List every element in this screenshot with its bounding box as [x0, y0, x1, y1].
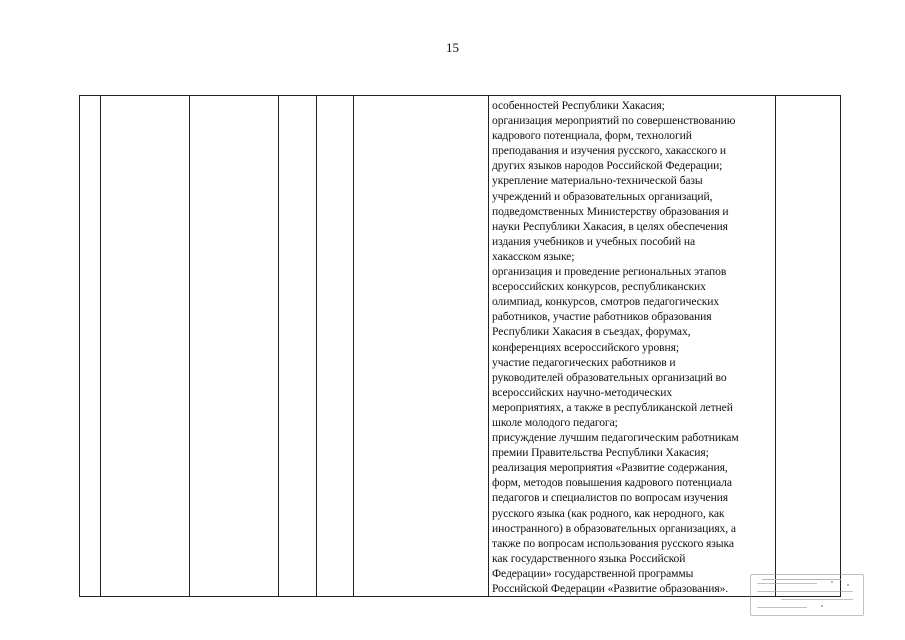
table-cell-executor	[190, 96, 279, 597]
content-line: особенностей Республики Хакасия;	[492, 99, 665, 112]
content-line: других языков народов Российской Федерации;	[492, 159, 723, 173]
content-line: руководителей образовательных организаций во	[492, 370, 727, 384]
table-cell-start-year	[279, 96, 317, 597]
measures-description	[489, 96, 775, 596]
page-number: 15	[446, 40, 459, 55]
content-line: укрепление материально-технической базы	[492, 174, 703, 188]
content-line: реализация мероприятия «Развитие содержания,	[492, 461, 728, 475]
table-row	[80, 96, 841, 597]
content-line: русского языка (как родного, как неродного, как	[492, 506, 725, 520]
content-line: также по вопросам использования русского языка	[492, 536, 734, 550]
content-line: иностранного) в образовательных организациях, а	[492, 521, 736, 535]
content-line: мероприятиях, а также в республиканской летней	[492, 400, 733, 414]
content-line: Российской Федерации «Развитие образования».	[492, 582, 729, 595]
content-line: Федерации» государственной программы	[492, 566, 694, 580]
content-line: подведомственных Министерству образования и	[492, 204, 729, 218]
content-line: учреждений и образовательных организаций,	[492, 189, 713, 203]
content-line: форм, методов повышения кадрового потенциала	[492, 476, 732, 490]
content-line: школе молодого педагога;	[492, 415, 618, 429]
content-line: присуждение лучшим педагогическим работникам	[492, 431, 739, 445]
content-line: как государственного языка Российской	[492, 551, 686, 565]
table-cell-number	[80, 96, 101, 597]
content-line: олимпиад, конкурсов, смотров педагогических	[492, 295, 720, 309]
content-line: организация и проведение региональных этапов	[492, 265, 727, 279]
content-line: организация мероприятий по совершенствованию	[492, 114, 736, 128]
content-line: работников, участие работников образования	[492, 310, 712, 324]
content-line: конференциях всероссийского уровня;	[492, 340, 679, 354]
content-line: участие педагогических работников и	[492, 355, 676, 369]
content-line: всероссийских научно-методических	[492, 385, 673, 399]
content-line: педагогов и специалистов по вопросам изучения	[492, 491, 729, 505]
registration-stamp	[750, 574, 864, 616]
measures-table	[79, 95, 841, 597]
table-cell-indicators	[776, 96, 841, 597]
content-line: премии Правительства Республики Хакасия;	[492, 446, 709, 460]
content-line: всероссийских конкурсов, республиканских	[492, 280, 706, 294]
stamp-smudge	[762, 579, 842, 580]
content-line: хакасском языке;	[492, 249, 575, 263]
table-cell-end-year	[317, 96, 354, 597]
content-line: Республики Хакасия в съездах, форумах,	[492, 325, 691, 339]
content-line: науки Республики Хакасия, в целях обеспечения	[492, 219, 728, 233]
content-line: издания учебников и учебных пособий на	[492, 234, 696, 248]
content-line: кадрового потенциала, форм, технологий	[492, 129, 692, 143]
table-cell-content	[489, 96, 776, 597]
table-cell-result	[354, 96, 489, 597]
table-cell-name	[101, 96, 190, 597]
content-line: преподавания и изучения русского, хакасского и	[492, 144, 726, 158]
